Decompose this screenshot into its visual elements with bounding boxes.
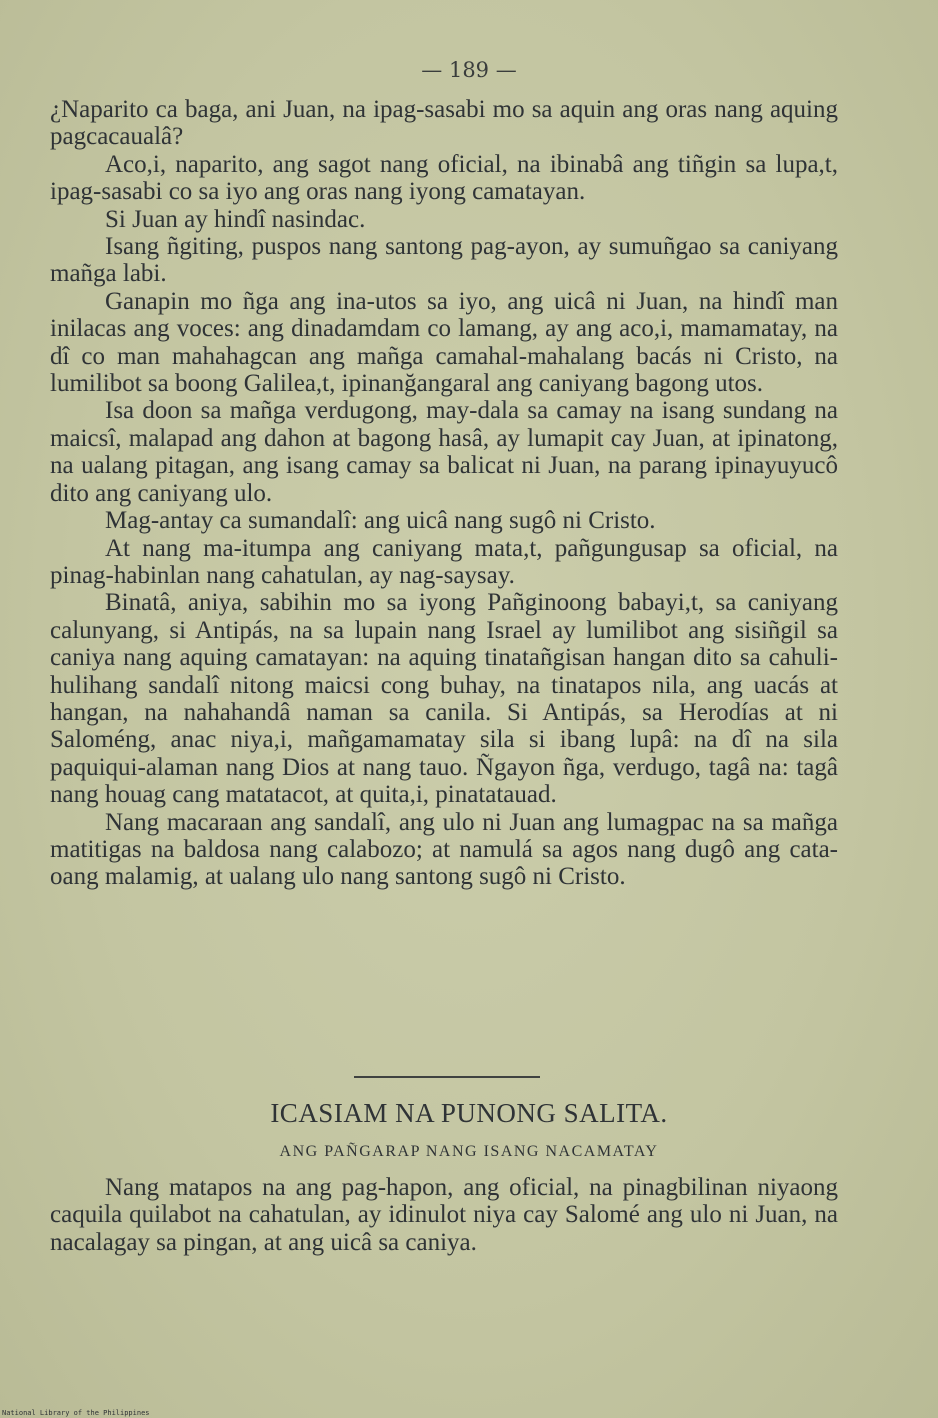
paragraph: Binatâ, aniya, sabihin mo sa iyong Pañginoong babayi,t, sa caniyang calunyang, si Antipás, na sa lupain nang Israel ay lumilibot ang sisiñgil sa caniya nang aquing camatayan: na aquing tinatañgisan hangan dito sa cahuli-hulihang sandalî nitong maicsi cong buhay, na tinatapos nila, ang uacás at hangan, na nahahandâ naman sa canila. Si Antipás, sa Herodías at ni Saloméng, anac niya,i, mañgamamatay sila si ibang lupâ: na dî na sila paquiqui-alaman nang Dios at nang tauo. Ñgayon ñga, verdugo, tagâ na: tagâ nang houag cang matatacot, at quita,i, pinatatauad. — [50, 589, 838, 809]
section-divider — [354, 1076, 540, 1078]
paragraph: ¿Naparito ca baga, ani Juan, na ipag-sasabi mo sa aquin ang oras nang aquing pagcacaualâ? — [50, 96, 838, 151]
chapter-title: ICASIAM NA PUNONG SALITA. — [270, 1098, 668, 1128]
paragraph: Nang matapos na ang pag-hapon, ang oficial, na pinagbilinan niyaong caquila quilabot na cahatulan, ay idinulot niya cay Salomé ang ulo ni Juan, na nacalagay sa pingan, at ang uicâ sa caniya. — [50, 1174, 838, 1256]
chapter-subtitle: ANG PAÑGARAP NANG ISANG NACAMATAY — [279, 1143, 659, 1160]
paragraph: Ganapin mo ñga ang ina-utos sa iyo, ang uicâ ni Juan, na hindî man inilacas ang voces: ang dinadamdam co lamang, ay ang aco,i, mamamatay, na dî co man mahahagcan ang mañga camahal-mahalang bacás ni Cristo, na lumilibot sa boong Galilea,t, ipinanğangaral ang caniyang bagong utos. — [50, 287, 838, 398]
paragraph: Si Juan ay hindî nasindac. — [105, 205, 366, 233]
paragraph: Mag-antay ca sumandalî: ang uicâ nang sugô ni Cristo. — [105, 507, 656, 535]
paragraph: At nang ma-itumpa ang caniyang mata,t, pañgungusap sa oficial, na pinag-habinlan nang cahatulan, ay nag-saysay. — [50, 534, 838, 589]
chapter-body-text — [50, 1174, 838, 1256]
page-number: — 189 — — [421, 58, 517, 82]
paragraph: Nang macaraan ang sandalî, ang ulo ni Juan ang lumagpac na sa mañga matitigas na baldosa nang calabozo; at namulá sa agos nang dugô ang cata-oang malamig, at ualang ulo nang santong sugô ni Cristo. — [50, 808, 838, 891]
library-credit: National Library of the Philippines — [2, 1409, 150, 1417]
body-text — [50, 96, 838, 891]
paragraph: Aco,i, naparito, ang sagot nang oficial, na ibinabâ ang tiñgin sa lupa,t, ipag-sasabi co sa iyo ang oras nang iyong camatayan. — [50, 150, 838, 206]
paragraph: Isa doon sa mañga verdugong, may-dala sa camay na isang sundang na maicsî, malapad ang dahon at bagong hasâ, ay lumapit cay Juan, at ipinatong, na ualang pitagan, ang isang camay sa balicat ni Juan, na parang ipinayuyucô dito ang caniyang ulo. — [50, 397, 838, 507]
paragraph: Isang ñgiting, puspos nang santong pag-ayon, ay sumuñgao sa caniyang mañga labi. — [50, 233, 838, 288]
